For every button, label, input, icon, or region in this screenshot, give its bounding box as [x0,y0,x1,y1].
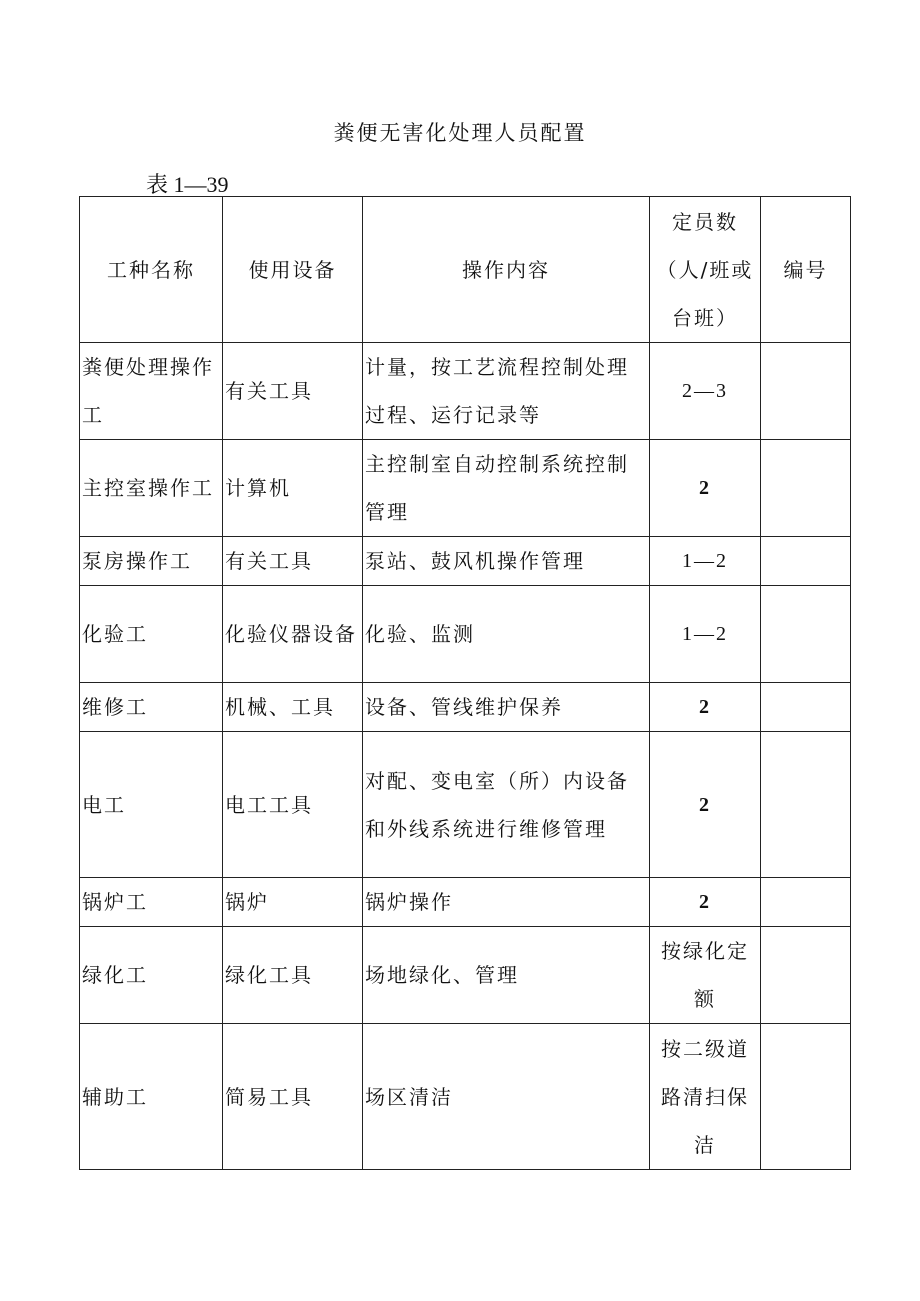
header-content: 操作内容 [363,197,650,343]
cell-content: 锅炉操作 [363,878,650,927]
cell-job: 泵房操作工 [80,537,223,586]
cell-staffing: 2 [650,683,761,732]
header-staffing: 定员数（人/班或台班） [650,197,761,343]
cell-job: 化验工 [80,586,223,683]
table-row [80,1024,851,1170]
cell-code [761,878,851,927]
cell-job: 粪便处理操作工 [80,343,223,440]
cell-staffing: 2 [650,732,761,878]
cell-equipment: 有关工具 [223,537,363,586]
header-job: 工种名称 [80,197,223,343]
document-title: 粪便无害化处理人员配置 [333,121,587,145]
cell-content: 主控制室自动控制系统控制管理 [363,440,650,537]
cell-equipment: 电工工具 [223,732,363,878]
cell-code [761,343,851,440]
cell-staffing: 1—2 [650,537,761,586]
cell-code [761,1024,851,1170]
cell-equipment: 有关工具 [223,343,363,440]
table-row [80,440,851,537]
header-code: 编号 [761,197,851,343]
cell-content: 场区清洁 [363,1024,650,1170]
table-header-row [80,197,851,343]
table-row [80,343,851,440]
cell-job: 电工 [80,732,223,878]
cell-code [761,683,851,732]
table-row [80,732,851,878]
cell-job: 主控室操作工 [80,440,223,537]
cell-job: 锅炉工 [80,878,223,927]
cell-staffing: 按二级道路清扫保洁 [650,1024,761,1170]
cell-equipment: 机械、工具 [223,683,363,732]
cell-staffing: 按绿化定额 [650,927,761,1024]
cell-content: 计量，按工艺流程控制处理过程、运行记录等 [363,343,650,440]
cell-code [761,440,851,537]
table-row [80,878,851,927]
header-equipment: 使用设备 [223,197,363,343]
cell-code [761,586,851,683]
cell-staffing: 2—3 [650,343,761,440]
cell-content: 对配、变电室（所）内设备和外线系统进行维修管理 [363,732,650,878]
table-row [80,537,851,586]
cell-staffing: 1—2 [650,586,761,683]
table-row [80,586,851,683]
cell-job: 维修工 [80,683,223,732]
table-row [80,927,851,1024]
table-number: 表 1—39 [146,172,229,197]
cell-equipment: 锅炉 [223,878,363,927]
cell-code [761,537,851,586]
cell-code [761,927,851,1024]
cell-equipment: 计算机 [223,440,363,537]
cell-staffing: 2 [650,440,761,537]
cell-content: 泵站、鼓风机操作管理 [363,537,650,586]
cell-equipment: 简易工具 [223,1024,363,1170]
cell-equipment: 化验仪器设备 [223,586,363,683]
staffing-table [79,196,851,1170]
cell-job: 辅助工 [80,1024,223,1170]
table-row [80,683,851,732]
cell-content: 设备、管线维护保养 [363,683,650,732]
cell-content: 化验、监测 [363,586,650,683]
cell-job: 绿化工 [80,927,223,1024]
cell-equipment: 绿化工具 [223,927,363,1024]
cell-staffing: 2 [650,878,761,927]
cell-code [761,732,851,878]
cell-content: 场地绿化、管理 [363,927,650,1024]
